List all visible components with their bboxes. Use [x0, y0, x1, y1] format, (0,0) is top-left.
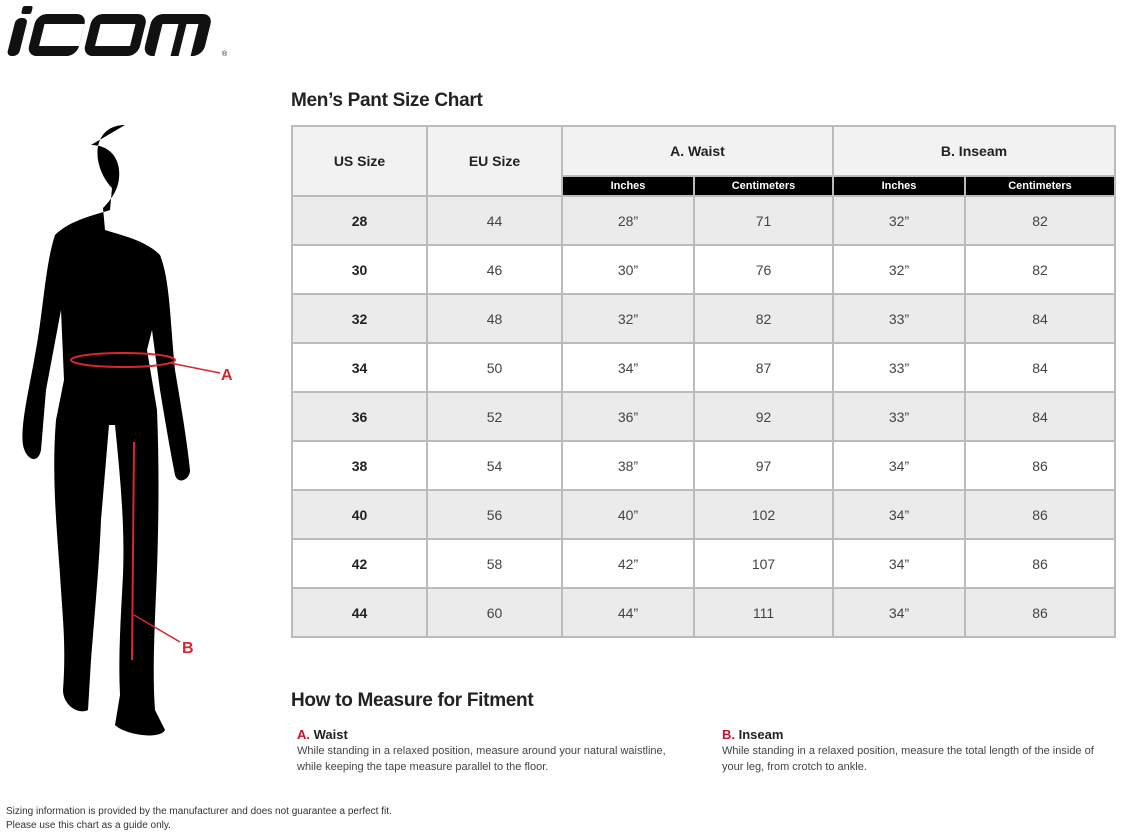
subheader-inseam-inches: Inches [833, 176, 965, 196]
body-silhouette [20, 120, 250, 745]
cell-inseam-inches: 33” [833, 343, 965, 392]
cell-us-size: 36 [292, 392, 427, 441]
cell-inseam-inches: 34” [833, 490, 965, 539]
cell-waist-cm: 87 [694, 343, 833, 392]
cell-us-size: 34 [292, 343, 427, 392]
cell-waist-inches: 28” [562, 196, 694, 245]
cell-waist-inches: 42” [562, 539, 694, 588]
inseam-title: Inseam [738, 727, 784, 742]
cell-inseam-cm: 86 [965, 441, 1115, 490]
cell-waist-cm: 107 [694, 539, 833, 588]
subheader-waist-cm: Centimeters [694, 176, 833, 196]
cell-inseam-cm: 84 [965, 343, 1115, 392]
cell-inseam-cm: 82 [965, 196, 1115, 245]
label-b: B [182, 640, 194, 657]
cell-eu-size: 46 [427, 245, 562, 294]
cell-waist-inches: 34” [562, 343, 694, 392]
subheader-inseam-cm: Centimeters [965, 176, 1115, 196]
disclaimer-line-2: Please use this chart as a guide only. [6, 820, 171, 831]
header-inseam: B. Inseam [833, 126, 1115, 176]
cell-us-size: 42 [292, 539, 427, 588]
table-row [292, 392, 1115, 441]
disclaimer-line-1: Sizing information is provided by the manufacturer and does not guarantee a perfect fit. [6, 806, 392, 817]
cell-waist-cm: 97 [694, 441, 833, 490]
cell-inseam-inches: 32” [833, 245, 965, 294]
measure-waist [297, 727, 697, 775]
waist-letter: A. [297, 727, 310, 742]
header-us-size: US Size [292, 126, 427, 196]
cell-inseam-inches: 33” [833, 294, 965, 343]
cell-eu-size: 60 [427, 588, 562, 637]
cell-inseam-inches: 34” [833, 441, 965, 490]
table-row [292, 490, 1115, 539]
cell-waist-cm: 76 [694, 245, 833, 294]
inseam-letter: B. [722, 727, 735, 742]
cell-inseam-inches: 34” [833, 539, 965, 588]
cell-waist-cm: 82 [694, 294, 833, 343]
label-a: A [221, 367, 233, 384]
measure-title: How to Measure for Fitment [291, 690, 534, 711]
cell-eu-size: 58 [427, 539, 562, 588]
disclaimer [6, 805, 392, 833]
cell-eu-size: 52 [427, 392, 562, 441]
cell-waist-cm: 71 [694, 196, 833, 245]
table-row [292, 343, 1115, 392]
cell-inseam-cm: 84 [965, 392, 1115, 441]
cell-waist-cm: 92 [694, 392, 833, 441]
cell-inseam-cm: 84 [965, 294, 1115, 343]
table-row [292, 245, 1115, 294]
cell-us-size: 32 [292, 294, 427, 343]
cell-inseam-inches: 33” [833, 392, 965, 441]
cell-us-size: 44 [292, 588, 427, 637]
cell-waist-inches: 30” [562, 245, 694, 294]
size-chart-table [291, 125, 1116, 638]
table-row [292, 588, 1115, 637]
cell-waist-inches: 40” [562, 490, 694, 539]
cell-us-size: 40 [292, 490, 427, 539]
table-row [292, 539, 1115, 588]
cell-inseam-cm: 86 [965, 588, 1115, 637]
svg-text:®: ® [222, 51, 228, 58]
subheader-waist-inches: Inches [562, 176, 694, 196]
cell-us-size: 28 [292, 196, 427, 245]
cell-inseam-inches: 32” [833, 196, 965, 245]
cell-waist-cm: 102 [694, 490, 833, 539]
measure-inseam [722, 727, 1107, 775]
header-eu-size: EU Size [427, 126, 562, 196]
cell-eu-size: 54 [427, 441, 562, 490]
table-row [292, 441, 1115, 490]
icon-logo [6, 2, 232, 60]
table-row [292, 294, 1115, 343]
chart-title: Men’s Pant Size Chart [291, 90, 483, 111]
cell-us-size: 30 [292, 245, 427, 294]
cell-eu-size: 50 [427, 343, 562, 392]
cell-inseam-cm: 86 [965, 539, 1115, 588]
inseam-text: While standing in a relaxed position, measure the total length of the inside of your leg, from crotch to ankle. [722, 745, 1094, 773]
cell-waist-inches: 36” [562, 392, 694, 441]
table-row [292, 196, 1115, 245]
cell-inseam-inches: 34” [833, 588, 965, 637]
cell-us-size: 38 [292, 441, 427, 490]
cell-eu-size: 56 [427, 490, 562, 539]
cell-waist-inches: 32” [562, 294, 694, 343]
cell-eu-size: 48 [427, 294, 562, 343]
cell-inseam-cm: 82 [965, 245, 1115, 294]
waist-title: Waist [313, 727, 348, 742]
cell-inseam-cm: 86 [965, 490, 1115, 539]
cell-eu-size: 44 [427, 196, 562, 245]
waist-text: While standing in a relaxed position, measure around your natural waistline, while keeping the tape measure parallel to the floor. [297, 745, 666, 773]
header-waist: A. Waist [562, 126, 833, 176]
cell-waist-inches: 44” [562, 588, 694, 637]
cell-waist-inches: 38” [562, 441, 694, 490]
cell-waist-cm: 111 [694, 588, 833, 637]
